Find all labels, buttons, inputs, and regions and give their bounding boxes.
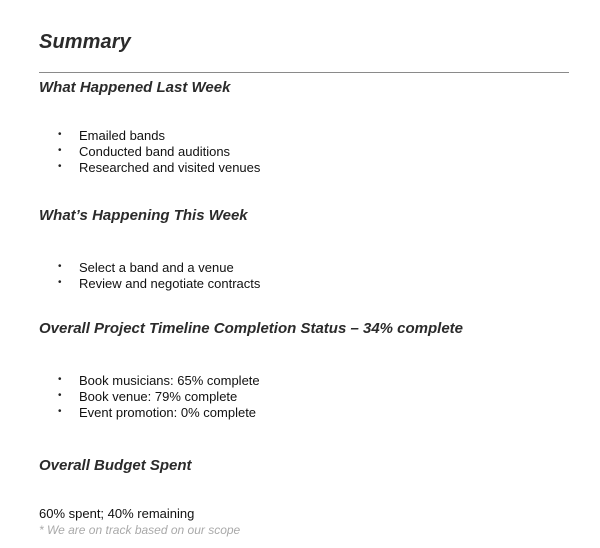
bullet-icon: • [58, 390, 62, 401]
list-item: • Event promotion: 0% complete [58, 405, 257, 420]
title-divider [39, 72, 569, 73]
budget-note: * We are on track based on our scope [39, 523, 241, 537]
timeline-status-list [57, 373, 260, 421]
bullet-icon: • [58, 277, 62, 288]
list-item: • Review and negotiate contracts [58, 276, 261, 291]
bullet-icon: • [58, 406, 62, 417]
bullet-icon: • [58, 145, 62, 156]
bullet-icon: • [58, 374, 62, 385]
last-week-list [57, 128, 260, 176]
list-item: • Book musicians: 65% complete [58, 373, 260, 388]
budget-status-text: 60% spent; 40% remaining [39, 506, 195, 521]
section-heading-this-week: What’s Happening This Week [39, 207, 248, 224]
list-item: • Book venue: 79% complete [58, 389, 238, 404]
list-item: • Conducted band auditions [58, 144, 231, 159]
section-heading-budget: Overall Budget Spent [39, 457, 192, 474]
bullet-icon: • [58, 129, 62, 140]
list-item: • Emailed bands [58, 128, 165, 143]
page-title: Summary [39, 31, 131, 53]
list-item: • Select a band and a venue [58, 260, 234, 275]
bullet-icon: • [58, 161, 62, 172]
section-heading-timeline-status: Overall Project Timeline Completion Status – 34% complete [39, 320, 464, 337]
this-week-list [57, 260, 260, 292]
list-item: • Researched and visited venues [58, 160, 261, 175]
section-heading-last-week: What Happened Last Week [39, 79, 231, 96]
bullet-icon: • [58, 261, 62, 272]
